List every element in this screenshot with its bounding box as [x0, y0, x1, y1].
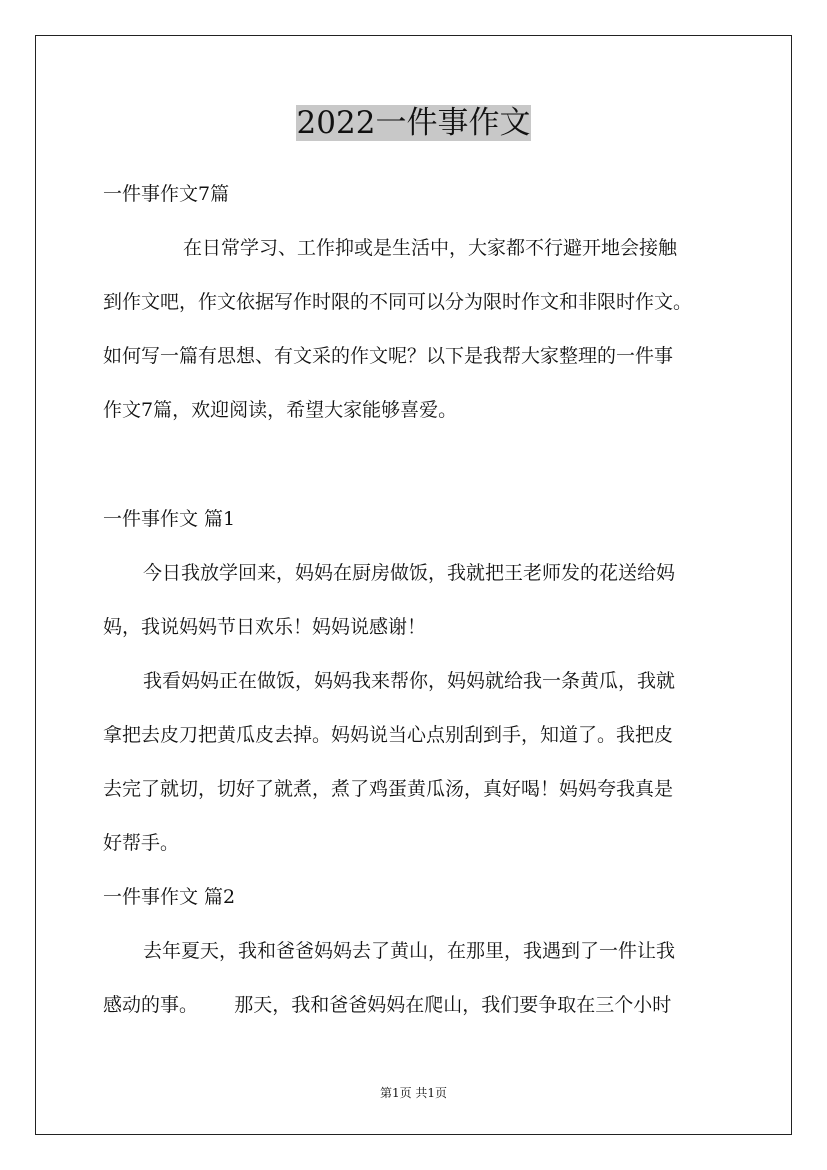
section-1-line-4: 拿把去皮刀把黄瓜皮去掉。妈妈说当心点别刮到手，知道了。我把皮	[103, 724, 674, 746]
section-1-line-5: 去完了就切，切好了就煮，煮了鸡蛋黄瓜汤，真好喝！妈妈夸我真是	[103, 778, 674, 800]
intro-line-3: 如何写一篇有思想、有文采的作文呢？以下是我帮大家整理的一件事	[103, 345, 674, 367]
document-subtitle: 一件事作文7篇	[103, 183, 230, 205]
intro-line-2: 到作文吧，作文依据写作时限的不同可以分为限时作文和非限时作文。	[103, 291, 693, 313]
section-1-line-6: 好帮手。	[103, 832, 180, 854]
section-2-line-2: 感动的事。 那天，我和爸爸妈妈在爬山，我们要争取在三个小时	[103, 994, 672, 1016]
intro-line-4: 作文7篇，欢迎阅读，希望大家能够喜爱。	[103, 399, 458, 421]
section-1-line-2: 妈，我说妈妈节日欢乐！妈妈说感谢！	[103, 616, 427, 638]
section-1-line-3: 我看妈妈正在做饭，妈妈我来帮你，妈妈就给我一条黄瓜，我就	[143, 670, 676, 692]
section-2-heading: 一件事作文 篇2	[103, 886, 236, 908]
page-footer: 第1页 共1页	[379, 1086, 448, 1100]
intro-line-1: 在日常学习、工作抑或是生活中，大家都不行避开地会接触	[183, 237, 678, 259]
section-1-line-1: 今日我放学回来，妈妈在厨房做饭，我就把王老师发的花送给妈	[143, 562, 676, 584]
section-2-line-1: 去年夏天，我和爸爸妈妈去了黄山，在那里，我遇到了一件让我	[143, 940, 676, 962]
document-title: 2022一件事作文	[296, 105, 531, 141]
section-1-heading: 一件事作文 篇1	[103, 508, 236, 530]
document-title-wrap	[0, 104, 827, 142]
